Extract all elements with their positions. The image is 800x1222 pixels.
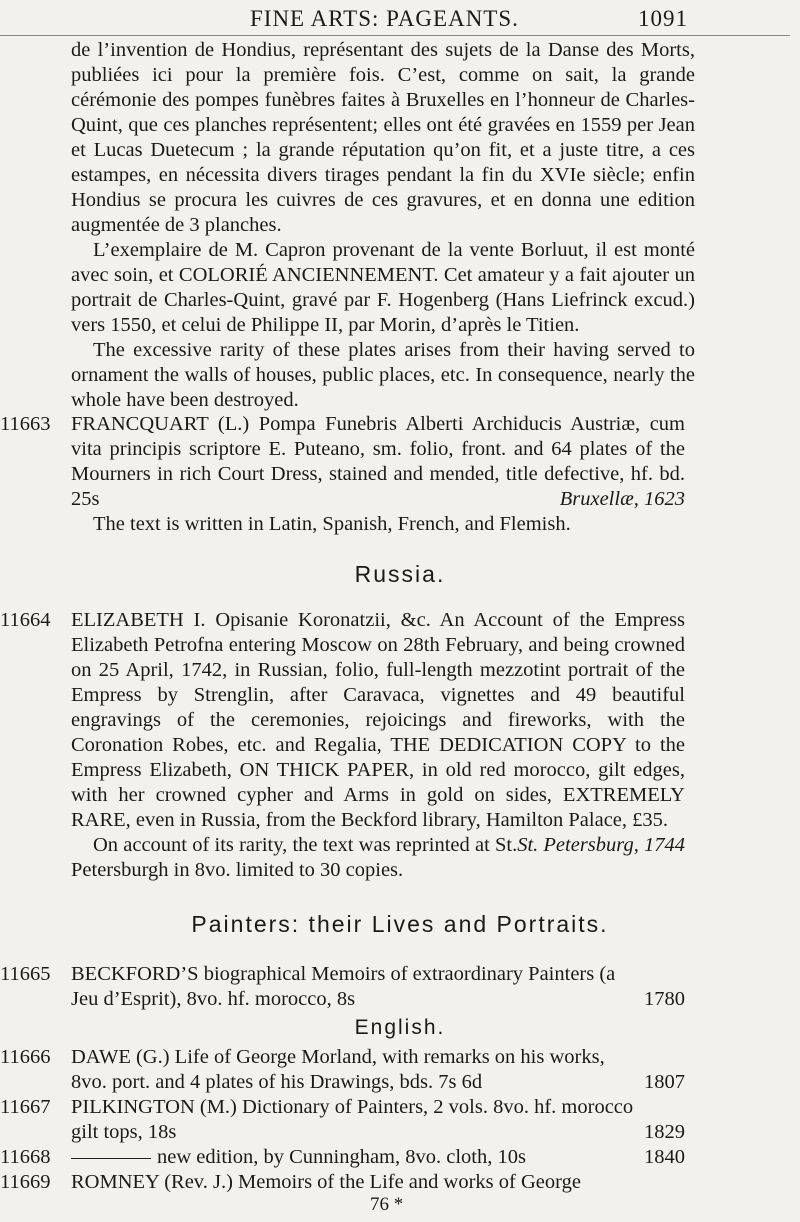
lot-description xyxy=(71,608,685,883)
lot-description xyxy=(71,412,685,537)
lot-number: 11669 xyxy=(0,1171,51,1193)
lot-line-2: gilt tops, 18s xyxy=(71,1121,177,1143)
section-heading-english: English. xyxy=(354,1016,446,1039)
signature-mark: 76 * xyxy=(370,1194,404,1215)
lot-line-2: Jeu d’Esprit), 8vo. hf. morocco, 8s xyxy=(71,988,356,1010)
section-heading-painters: Painters: their Lives and Portraits. xyxy=(191,911,609,937)
lot-line-1: ROMNEY (Rev. J.) Memoirs of the Life and works of George xyxy=(71,1171,581,1193)
lot-number: 11665 xyxy=(0,963,51,985)
lot-year: 1780 xyxy=(644,988,685,1010)
section-heading-russia: Russia. xyxy=(354,561,446,587)
lot-year: 1829 xyxy=(644,1121,685,1143)
lot-place-date: Bruxellæ, 1623 xyxy=(559,488,685,510)
running-title: FINE ARTS: PAGEANTS. xyxy=(250,6,519,31)
lot-number: 11666 xyxy=(0,1046,51,1068)
lot-line-1: PILKINGTON (M.) Dictionary of Painters, 2 vols. 8vo. hf. morocco xyxy=(71,1096,634,1118)
lot-year: 1840 xyxy=(644,1146,685,1168)
lot-number: 11664 xyxy=(0,609,51,631)
lot-number: 11667 xyxy=(0,1096,51,1118)
lot-number: 11663 xyxy=(0,413,51,435)
lot-line-1: new edition, by Cunningham, 8vo. cloth, 10s xyxy=(157,1146,526,1168)
lot-number: 11668 xyxy=(0,1146,51,1168)
lot-note: The text is written in Latin, Spanish, French, and Flemish. xyxy=(93,513,571,535)
lot-year: 1807 xyxy=(644,1071,685,1093)
intro-paragraph-2: L’exemplaire de M. Capron provenant de la vente Borluut, il est monté avec soin, et COLORIÉ ANCIENNEMENT. Cet amateur y a fait ajouter un portrait de Charles-Quint, gravé par F. Hogenberg (Hans Liefrinck excud.) vers 1550, et celui de Philippe II, par Morin, d’après le Titien. xyxy=(71,239,695,336)
lot-line-2: 8vo. port. and 4 plates of his Drawings, bds. 7s 6d xyxy=(71,1071,483,1093)
ditto-dash xyxy=(71,1158,151,1159)
continuation-text xyxy=(71,38,695,413)
lot-text: FRANCQUART (L.) Pompa Funebris Alberti Archiducis Austriæ, cum vita principis scriptore E. Puteano, sm. folio, front. and 64 plates of the Mourners in rich Court Dress, stained and mended, title defective, hf. bd. 25s xyxy=(71,413,685,510)
intro-paragraph-1: de l’invention de Hondius, représentant des sujets de la Danse des Morts, publiées ici pour la première fois. C’est, comme on sait, la grande cérémonie des pompes funèbres faites à Bruxelles en l’honneur de Charles-Quint, que ces planches représentent; elles ont été gravées en 1559 per Jean et Lucas Duetecum ; la grande réputation qu’on fit, et a juste titre, a ces estampes, en nécessita divers tirages pendant la fin du XVIe siècle; enfin Hondius se procura les cuivres de ces gravures, et en donna une edition augmentée de 3 planches. xyxy=(71,39,695,236)
intro-paragraph-3: The excessive rarity of these plates arises from their having served to ornament the walls of houses, public places, etc. In consequence, nearly the whole have been destroyed. xyxy=(71,339,695,411)
lot-line-1: BECKFORD’S biographical Memoirs of extraordinary Painters (a xyxy=(71,963,616,985)
lot-text: ELIZABETH I. Opisanie Koronatzii, &c. An Account of the Empress Elizabeth Petrofna entering Moscow on 28th February, and being crowned on 25 April, 1742, in Russian, folio, full-length mezzotint portrait of the Empress by Strenglin, after Caravaca, vignettes and 49 beautiful engravings of the ceremonies, rejoicings and fireworks, with the Coronation Robes, etc. and Regalia, THE DEDICATION COPY to the Empress Elizabeth, ON THICK PAPER, in old red morocco, gilt edges, with her crowned cypher and Arms in gold on sides, EXTREMELY RARE, even in Russia, from the Beckford library, Hamilton Palace, £35. xyxy=(71,609,685,831)
lot-line-1-wrapper xyxy=(71,1145,685,1170)
running-header xyxy=(0,4,800,34)
lot-line-1: DAWE (G.) Life of George Morland, with remarks on his works, xyxy=(71,1046,605,1068)
lot-place-date: St. Petersburg, 1744 xyxy=(517,834,685,856)
header-rule xyxy=(0,35,790,36)
lot-note: On account of its rarity, the text was reprinted at St. Petersburgh in 8vo. limited to 30 copies. xyxy=(71,834,518,881)
page-number: 1091 xyxy=(638,6,688,31)
